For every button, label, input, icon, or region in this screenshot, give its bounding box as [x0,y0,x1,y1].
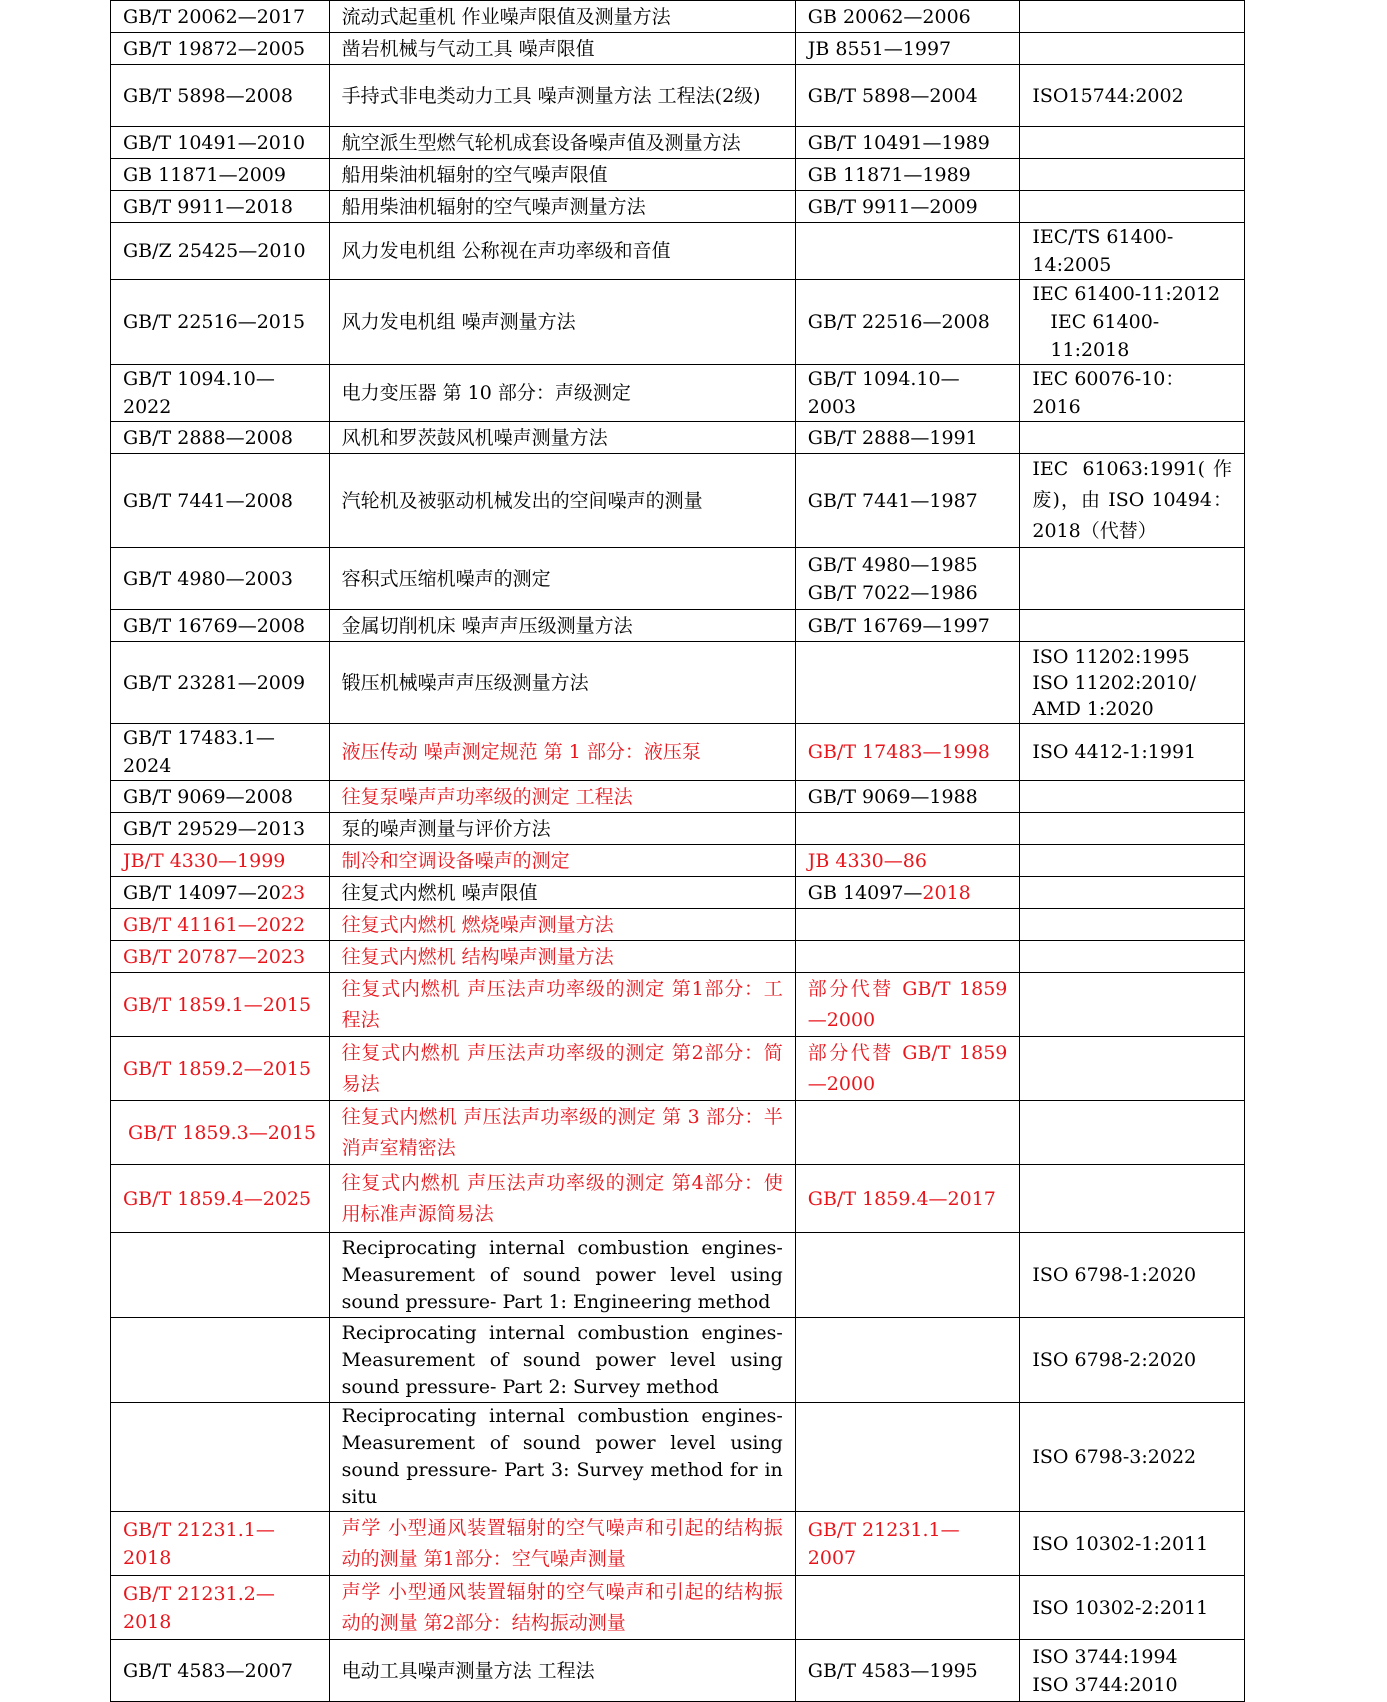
replaced-std: GB/T 7441—1987 [795,454,1020,548]
replaced-std: GB/T 10491—1989 [795,127,1020,159]
replaced-std [795,1318,1020,1403]
std-code: GB/T 1859.2—2015 [111,1037,330,1101]
replaced-std: GB/T 2888—1991 [795,422,1020,454]
std-title: 手持式非电类动力工具 噪声测量方法 工程法(2级) [329,65,795,127]
table-row [111,548,1245,610]
std-title: 锻压机械噪声声压级测量方法 [329,642,795,724]
intl-std-line: ISO 11202:2010/ AMD 1:2020 [1032,671,1197,720]
replaced-std: GB 11871—1989 [795,159,1020,191]
intl-std: IEC 61063:1991(作废)，由 ISO 10494：2018（代替） [1020,454,1245,548]
intl-std [1020,127,1245,159]
std-code: GB/T 1859.4—2025 [111,1165,330,1233]
std-code: GB/T 21231.1—2018 [111,1512,330,1576]
table-row [111,159,1245,191]
std-title: 风力发电机组 公称视在声功率级和音值 [329,223,795,280]
table-row [111,610,1245,642]
table-row [111,724,1245,781]
replaced-std [795,1101,1020,1165]
std-title: 泵的噪声测量与评价方法 [329,813,795,845]
std-title: 往复式内燃机 声压法声功率级的测定 第 3 部分：半消声室精密法 [329,1101,795,1165]
table-row [111,1101,1245,1165]
std-code: GB 11871—2009 [111,159,330,191]
intl-std [1020,642,1245,724]
replaced-std: 部分代替 GB/T 1859—2000 [795,1037,1020,1101]
intl-std-line: IEC 61400-11:2012 [1032,283,1221,305]
std-code: GB/T 5898—2008 [111,65,330,127]
std-code: GB/T 7441—2008 [111,454,330,548]
std-code: GB/T 23281—2009 [111,642,330,724]
replaced-std: GB/T 16769—1997 [795,610,1020,642]
table-row [111,642,1245,724]
std-title: 液压传动 噪声测定规范 第 1 部分：液压泵 [329,724,795,781]
intl-std [1020,610,1245,642]
replaced-std [795,1233,1020,1318]
replaced-std [795,1403,1020,1512]
std-title: 往复式内燃机 声压法声功率级的测定 第1部分：工程法 [329,973,795,1037]
std-title: 电力变压器 第 10 部分：声级测定 [329,365,795,422]
table-row [111,1318,1245,1403]
intl-std: ISO 6798-1:2020 [1020,1233,1245,1318]
std-code [111,1233,330,1318]
std-code [111,1318,330,1403]
std-code: GB/T 20062—2017 [111,1,330,33]
std-title: 电动工具噪声测量方法 工程法 [329,1640,795,1702]
std-title: 船用柴油机辐射的空气噪声测量方法 [329,191,795,223]
std-code: GB/T 21231.2—2018 [111,1576,330,1640]
std-code: GB/T 9069—2008 [111,781,330,813]
intl-std [1020,422,1245,454]
table-row [111,973,1245,1037]
table-row [111,422,1245,454]
std-code-text: GB/T 14097—20 [123,881,281,904]
intl-std [1020,191,1245,223]
table-row [111,223,1245,280]
intl-std [1020,1640,1245,1702]
std-title: 航空派生型燃气轮机成套设备噪声值及测量方法 [329,127,795,159]
std-title: Reciprocating internal combustion engines-Measurement of sound power level using sound pressure- Part 1: Engineering method [329,1233,795,1318]
replaced-std-text: GB 14097— [807,881,923,904]
intl-std: ISO 10302-2:2011 [1020,1576,1245,1640]
table-row [111,65,1245,127]
table-row [111,454,1245,548]
replaced-std: JB 8551—1997 [795,33,1020,65]
replaced-std-year: 2018 [922,881,971,904]
std-title: 汽轮机及被驱动机械发出的空间噪声的测量 [329,454,795,548]
replaced-std [795,1576,1020,1640]
table-row [111,877,1245,909]
std-code: GB/T 22516—2015 [111,280,330,365]
std-code: GB/T 1859.3—2015 [111,1101,330,1165]
replaced-std [795,813,1020,845]
table-row [111,1233,1245,1318]
std-title: 往复式内燃机 声压法声功率级的测定 第2部分：简易法 [329,1037,795,1101]
intl-std [1020,877,1245,909]
intl-std [1020,1165,1245,1233]
replaced-std-line: GB/T 4980—1985 [807,553,978,576]
table-row [111,1,1245,33]
std-code: GB/T 17483.1—2024 [111,724,330,781]
intl-std-line: ISO 3744:1994 [1032,1645,1178,1668]
intl-std [1020,548,1245,610]
std-code: GB/T 20787—2023 [111,941,330,973]
replaced-std: JB 4330—86 [795,845,1020,877]
replaced-std: 部分代替 GB/T 1859—2000 [795,973,1020,1037]
std-code: GB/T 1859.1—2015 [111,973,330,1037]
table-row [111,1403,1245,1512]
std-code: GB/T 29529—2013 [111,813,330,845]
replaced-std: GB/T 22516—2008 [795,280,1020,365]
std-title: 凿岩机械与气动工具 噪声限值 [329,33,795,65]
std-title: 制冷和空调设备噪声的测定 [329,845,795,877]
std-code: JB/T 4330—1999 [111,845,330,877]
table-row [111,1165,1245,1233]
std-title: 风机和罗茨鼓风机噪声测量方法 [329,422,795,454]
table-row [111,127,1245,159]
table-row [111,781,1245,813]
intl-std [1020,33,1245,65]
intl-std: ISO15744:2002 [1020,65,1245,127]
intl-std [1020,813,1245,845]
std-title: 容积式压缩机噪声的测定 [329,548,795,610]
std-code: GB/T 41161—2022 [111,909,330,941]
std-code: GB/T 4980—2003 [111,548,330,610]
table-row [111,33,1245,65]
intl-std-line: IEC 61400-11:2018 [1050,311,1160,361]
replaced-std: GB/T 1094.10—2003 [795,365,1020,422]
std-code: GB/T 16769—2008 [111,610,330,642]
table-row [111,941,1245,973]
replaced-std [795,941,1020,973]
replaced-std: GB/T 1859.4—2017 [795,1165,1020,1233]
std-code [111,877,330,909]
std-title: 声学 小型通风装置辐射的空气噪声和引起的结构振动的测量 第1部分：空气噪声测量 [329,1512,795,1576]
std-code: GB/T 9911—2018 [111,191,330,223]
replaced-std [795,223,1020,280]
std-title: 声学 小型通风装置辐射的空气噪声和引起的结构振动的测量 第2部分：结构振动测量 [329,1576,795,1640]
intl-std [1020,1,1245,33]
replaced-std: GB/T 9069—1988 [795,781,1020,813]
intl-std [1020,973,1245,1037]
intl-std: IEC 60076-10：2016 [1020,365,1245,422]
std-title: 往复式内燃机 声压法声功率级的测定 第4部分：使用标准声源简易法 [329,1165,795,1233]
table-row [111,280,1245,365]
std-code: GB/T 10491—2010 [111,127,330,159]
std-code: GB/T 1094.10—2022 [111,365,330,422]
std-title: 往复式内燃机 燃烧噪声测量方法 [329,909,795,941]
replaced-std [795,548,1020,610]
replaced-std-line: GB/T 7022—1986 [807,581,978,604]
std-code-year: 23 [280,881,306,904]
intl-std [1020,845,1245,877]
std-code: GB/T 2888—2008 [111,422,330,454]
table-row [111,1640,1245,1702]
table-row [111,845,1245,877]
replaced-std [795,877,1020,909]
replaced-std [795,909,1020,941]
replaced-std: GB/T 5898—2004 [795,65,1020,127]
std-title: Reciprocating internal combustion engines-Measurement of sound power level using sound pressure- Part 2: Survey method [329,1318,795,1403]
intl-std-line: ISO 3744:2010 [1032,1673,1178,1696]
standards-table [110,0,1245,1702]
table-row [111,1037,1245,1101]
std-code: GB/T 19872—2005 [111,33,330,65]
std-title: 船用柴油机辐射的空气噪声限值 [329,159,795,191]
std-title: 风力发电机组 噪声测量方法 [329,280,795,365]
replaced-std: GB/T 21231.1—2007 [795,1512,1020,1576]
replaced-std [795,642,1020,724]
intl-std [1020,781,1245,813]
std-title: 往复泵噪声声功率级的测定 工程法 [329,781,795,813]
replaced-std: GB/T 9911—2009 [795,191,1020,223]
intl-std: ISO 10302-1:2011 [1020,1512,1245,1576]
std-title: Reciprocating internal combustion engines-Measurement of sound power level using sound pressure- Part 3: Survey method for in situ [329,1403,795,1512]
std-code: GB/Z 25425—2010 [111,223,330,280]
replaced-std: GB/T 4583—1995 [795,1640,1020,1702]
intl-std: ISO 4412-1:1991 [1020,724,1245,781]
std-title: 金属切削机床 噪声声压级测量方法 [329,610,795,642]
intl-std [1020,941,1245,973]
replaced-std: GB/T 17483—1998 [795,724,1020,781]
intl-std [1020,1101,1245,1165]
intl-std: ISO 6798-2:2020 [1020,1318,1245,1403]
intl-std: ISO 6798-3:2022 [1020,1403,1245,1512]
std-code [111,1403,330,1512]
std-title: 流动式起重机 作业噪声限值及测量方法 [329,1,795,33]
intl-std [1020,1037,1245,1101]
intl-std [1020,159,1245,191]
table-row [111,365,1245,422]
std-title: 往复式内燃机 结构噪声测量方法 [329,941,795,973]
table-row [111,813,1245,845]
intl-std [1020,909,1245,941]
intl-std: IEC/TS 61400-14:2005 [1020,223,1245,280]
table-row [111,909,1245,941]
intl-std [1020,280,1245,365]
intl-std-line: ISO 11202:1995 [1032,645,1190,668]
replaced-std: GB 20062—2006 [795,1,1020,33]
std-code: GB/T 4583—2007 [111,1640,330,1702]
table-row [111,1576,1245,1640]
table-row [111,1512,1245,1576]
table-row [111,191,1245,223]
std-title: 往复式内燃机 噪声限值 [329,877,795,909]
